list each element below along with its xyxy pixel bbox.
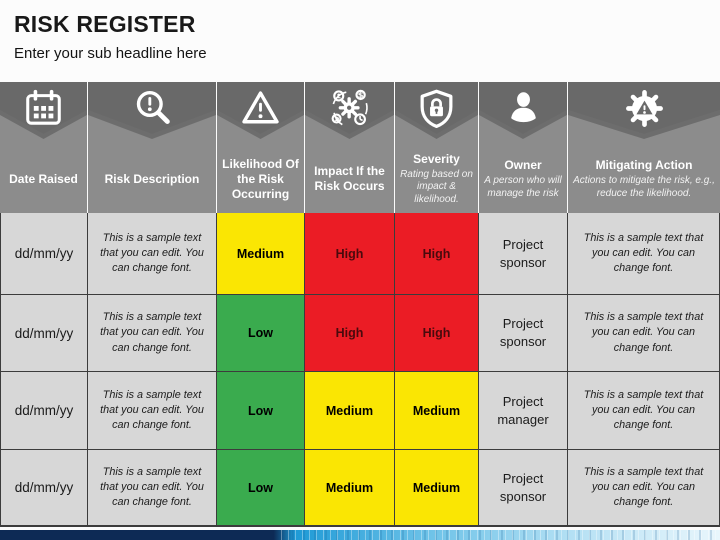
- table-row: [0, 295, 720, 372]
- mitigating-action-cell[interactable]: This is a sample text that you can edit. You can change font.: [568, 450, 720, 527]
- gear-warning-icon: [568, 85, 720, 131]
- svg-text:$: $: [357, 89, 364, 100]
- column-title: Likelihood Of the Risk Occurring: [222, 156, 299, 201]
- column-subtitle: A person who will manage the risk: [484, 175, 562, 199]
- column-title: Date Raised: [9, 171, 78, 186]
- owner-cell[interactable]: Project sponsor: [479, 450, 568, 527]
- bottom-accent-bar: [0, 530, 720, 540]
- owner-cell[interactable]: Project sponsor: [479, 213, 568, 295]
- column-header-impact: [305, 82, 395, 213]
- mitigating-action-cell[interactable]: This is a sample text that you can edit. You can change font.: [568, 295, 720, 372]
- date-cell[interactable]: dd/mm/yy: [0, 372, 88, 450]
- impact-cell[interactable]: High: [305, 213, 395, 295]
- column-title: Mitigating Action: [595, 158, 693, 172]
- impact-cell[interactable]: Medium: [305, 450, 395, 527]
- column-header-owner: [479, 82, 568, 213]
- owner-cell[interactable]: Project sponsor: [479, 295, 568, 372]
- risk-description-cell[interactable]: This is a sample text that you can edit. You can change font.: [88, 450, 217, 527]
- column-title: Severity: [413, 151, 460, 166]
- column-header-mitigating-action: [568, 82, 720, 213]
- likelihood-cell[interactable]: Low: [217, 295, 305, 372]
- owner-cell[interactable]: Project manager: [479, 372, 568, 450]
- column-subtitle: Actions to mitigate the risk, e.g., reduce the likelihood.: [573, 175, 715, 199]
- column-header-risk-description: [88, 82, 217, 213]
- slide-subtitle[interactable]: Enter your sub headline here: [14, 44, 207, 62]
- table-row: [0, 450, 720, 527]
- risk-table-body: [0, 213, 720, 527]
- risk-description-cell[interactable]: This is a sample text that you can edit. You can change font.: [88, 372, 217, 450]
- likelihood-cell[interactable]: Low: [217, 450, 305, 527]
- column-title: Owner: [504, 158, 542, 172]
- date-cell[interactable]: dd/mm/yy: [0, 450, 88, 527]
- shield-lock-icon: [395, 85, 478, 131]
- risk-register-table: [0, 82, 720, 527]
- slide-title[interactable]: RISK REGISTER: [14, 11, 196, 37]
- column-header-date-raised: [0, 82, 88, 213]
- accent-bar-texture: [281, 530, 720, 540]
- table-header-row: [0, 82, 720, 213]
- impact-cell[interactable]: High: [305, 295, 395, 372]
- table-row: [0, 213, 720, 295]
- severity-cell[interactable]: Medium: [395, 450, 479, 527]
- severity-cell[interactable]: High: [395, 295, 479, 372]
- date-cell[interactable]: dd/mm/yy: [0, 295, 88, 372]
- mitigating-action-cell[interactable]: This is a sample text that you can edit. You can change font.: [568, 213, 720, 295]
- likelihood-cell[interactable]: Low: [217, 372, 305, 450]
- column-header-severity: [395, 82, 479, 213]
- column-header-likelihood: [217, 82, 305, 213]
- severity-cell[interactable]: High: [395, 213, 479, 295]
- magnifier-alert-icon: [88, 85, 216, 131]
- table-row: [0, 372, 720, 450]
- column-title: Risk Description: [104, 171, 200, 186]
- column-title: Impact If the Risk Occurs: [314, 164, 385, 193]
- risk-description-cell[interactable]: This is a sample text that you can edit. You can change font.: [88, 295, 217, 372]
- impact-network-icon: [305, 85, 394, 131]
- person-icon: [479, 85, 567, 131]
- warning-triangle-icon: [217, 85, 304, 131]
- risk-description-cell[interactable]: This is a sample text that you can edit. You can change font.: [88, 213, 217, 295]
- severity-cell[interactable]: Medium: [395, 372, 479, 450]
- date-cell[interactable]: dd/mm/yy: [0, 213, 88, 295]
- title-block: [14, 10, 207, 62]
- impact-cell[interactable]: Medium: [305, 372, 395, 450]
- likelihood-cell[interactable]: Medium: [217, 213, 305, 295]
- calendar-icon: [0, 85, 87, 131]
- mitigating-action-cell[interactable]: This is a sample text that you can edit. You can change font.: [568, 372, 720, 450]
- column-subtitle: Rating based on impact & likelihood.: [400, 168, 473, 205]
